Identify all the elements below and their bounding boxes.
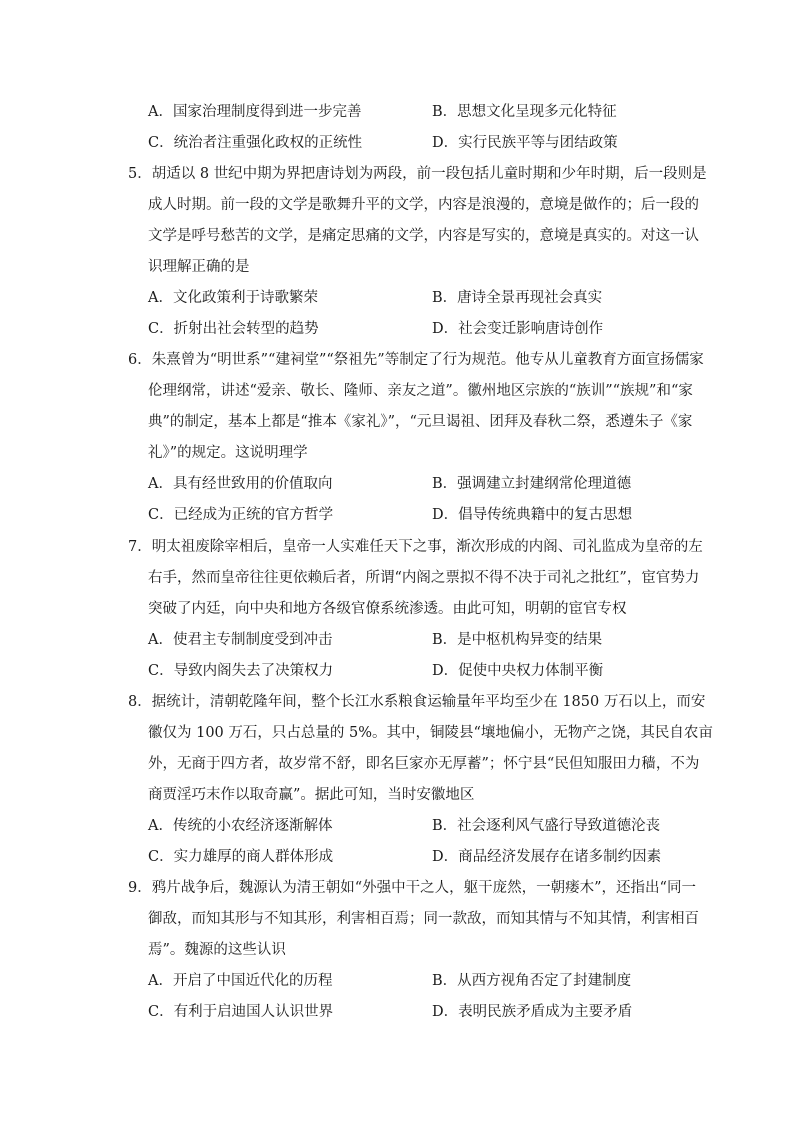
q8-option-b: B．社会逐利风气盛行导致道德沦丧 (432, 818, 661, 834)
q9-option-c: C．有利于启迪国人认识世界 (148, 1004, 334, 1020)
q6-option-c: C．已经成为正统的官方哲学 (148, 507, 334, 523)
q5-stem-line-2: 成人时期。前一段的文学是歌舞升平的文学，内容是浪漫的，意境是做作的；后一段的 (148, 197, 699, 213)
q4-option-a: A．国家治理制度得到进一步完善 (148, 104, 362, 120)
q8-stem-line-3: 外，无商于四方者，故岁常不舒，即名巨家亦无厚蓄”；怀宁县“民但知服田力穑，不为 (148, 756, 700, 772)
q7-stem-line-2: 右手，然而皇帝往往更依赖后者，所谓“内阁之票拟不得不决于司礼之批红”，宦官势力 (148, 570, 700, 586)
q8-option-c: C．实力雄厚的商人群体形成 (148, 849, 334, 865)
q8-stem-line-4: 商贾淫巧末作以取奇赢”。据此可知，当时安徽地区 (148, 787, 475, 803)
q8-stem-line-2: 徽仅为 100 万石，只占总量的 5%。其中，铜陵县“壤地偏小，无物产之饶，其民自农亩 (148, 725, 713, 741)
q6-stem-line-2: 伦理纲常，讲述“爱亲、敬长、隆师、亲友之道”。徽州地区宗族的“族训”“族规”和“家 (148, 383, 693, 399)
q5-option-a: A．文化政策利于诗歌繁荣 (148, 290, 318, 306)
q7-stem-line-3: 突破了内廷，向中央和地方各级官僚系统渗透。由此可知，明朝的宦官专权 (148, 601, 627, 617)
q5-stem-line-3: 文学是呼号愁苦的文学，是痛定思痛的文学，内容是写实的，意境是真实的。对这一认 (148, 228, 699, 244)
q5-option-b: B．唐诗全景再现社会真实 (432, 290, 603, 306)
q4-option-d: D．实行民族平等与团结政策 (432, 135, 618, 151)
q9-stem-line-1: 9．鸦片战争后，魏源认为清王朝如“外强中干之人，躯干庞然，一朝瘘木”，还指出“同一 (128, 880, 696, 896)
q7-option-b: B．是中枢机构异变的结果 (432, 632, 603, 648)
q6-option-b: B．强调建立封建纲常伦理道德 (432, 476, 632, 492)
q9-option-b: B．从西方视角否定了封建制度 (432, 973, 632, 989)
q8-option-a: A．传统的小农经济逐渐解体 (148, 818, 333, 834)
q7-stem-line-1: 7．明太祖废除宰相后，皇帝一人实难任天下之事，渐次形成的内阁、司礼监成为皇帝的左 (128, 539, 703, 555)
q6-stem-line-3: 典”的制定，基本上都是“推本《家礼》”，“元旦谒祖、团拜及春秋二祭，悉遵朱子《家 (148, 414, 693, 430)
q5-stem-line-4: 识理解正确的是 (148, 259, 250, 275)
q7-option-c: C．导致内阁失去了决策权力 (148, 663, 334, 679)
q8-option-d: D．商品经济发展存在诸多制约因素 (432, 849, 662, 865)
q9-option-d: D．表明民族矛盾成为主要矛盾 (432, 1004, 633, 1020)
q6-option-a: A．具有经世致用的价值取向 (148, 476, 333, 492)
q7-option-d: D．促使中央权力体制平衡 (432, 663, 604, 679)
q5-stem-line-1: 5．胡适以 8 世纪中期为界把唐诗划为两段，前一段包括儿童时期和少年时期，后一段则是 (128, 166, 707, 182)
q6-stem-line-1: 6．朱熹曾为“明世系”“建祠堂”“祭祖先”等制定了行为规范。他专从儿童教育方面宣扬儒家 (128, 352, 704, 368)
q9-stem-line-3: 焉”。魏源的这些认识 (148, 942, 286, 958)
q6-stem-line-4: 礼》”的规定。这说明理学 (148, 445, 308, 461)
q9-option-a: A．开启了中国近代化的历程 (148, 973, 333, 989)
q4-option-b: B．思想文化呈现多元化特征 (432, 104, 617, 120)
q4-option-c: C．统治者注重强化政权的正统性 (148, 135, 363, 151)
q5-option-c: C．折射出社会转型的趋势 (148, 321, 319, 337)
q7-option-a: A．使君主专制制度受到冲击 (148, 632, 333, 648)
q9-stem-line-2: 御敌，而知其形与不知其形，利害相百焉；同一款敌，而知其情与不知其情，利害相百 (148, 911, 699, 927)
q5-option-d: D．社会变迁影响唐诗创作 (432, 321, 604, 337)
q6-option-d: D．倡导传统典籍中的复古思想 (432, 507, 633, 523)
q8-stem-line-1: 8．据统计，清朝乾隆年间，整个长江水系粮食运输量年平均至少在 1850 万石以上，而安 (128, 694, 706, 710)
